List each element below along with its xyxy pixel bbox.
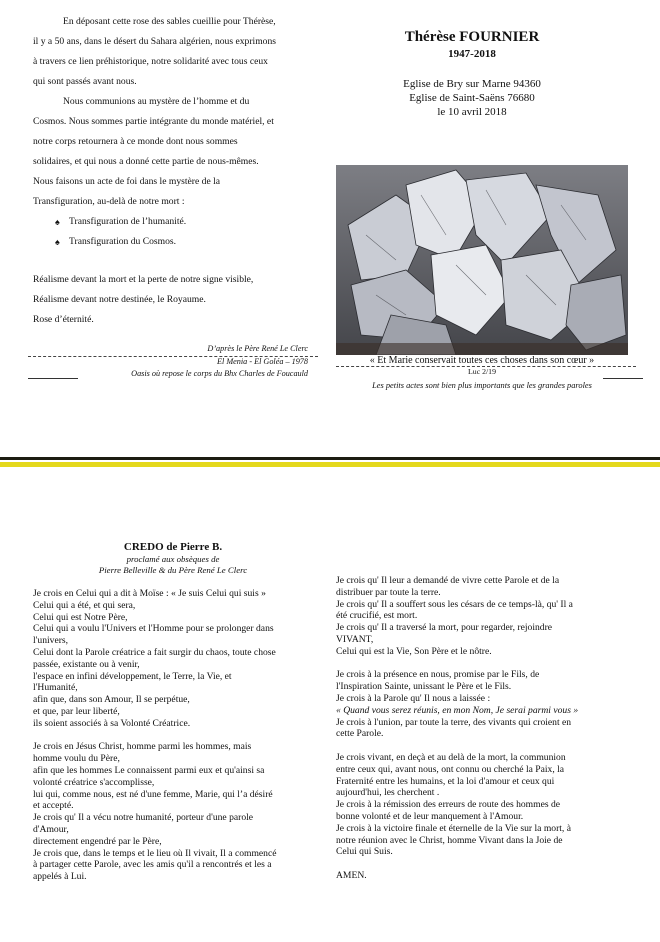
credo-line: Je crois qu' Il a vécu notre humanité, porteur d'une parole <box>33 812 254 824</box>
credo-subtitle: proclamé aux obsèques de <box>126 554 220 564</box>
credo-line: été crucifié, est mort. <box>336 610 418 622</box>
tribute-line: qui sont passés avant nous. <box>33 76 137 87</box>
credo-line: Celui qui a été, et qui sera, <box>33 599 136 611</box>
credo-line: appelés à Lui. <box>33 871 87 883</box>
tribute-line: notre corps retournera à ce monde dont nous sommes <box>33 136 238 147</box>
deceased-name: Thérèse FOURNIER <box>404 29 540 45</box>
credo-line: Je crois qu' Il leur a demandé de vivre cette Parole et de la <box>336 575 560 586</box>
tribute-line: Nous communions au mystère de l’homme et du <box>63 96 250 107</box>
credo-line: volonté créatrice s'accomplisse, <box>33 776 155 788</box>
credo-line: Je crois à l'union, par toute la terre, des vivants qui croient en <box>336 716 572 728</box>
transfiguration-list <box>33 212 315 252</box>
credo-line: entre ceux qui, avant nous, ont connu ou cherché la Paix, la <box>336 763 565 775</box>
fold-band-dark <box>0 457 660 460</box>
credo-line: Je crois vivant, en deçà et au delà de la mort, la communion <box>336 751 566 763</box>
tribute-line: à travers ce lien préhistorique, notre solidarité avec tous ceux <box>33 56 268 67</box>
scripture-reference: Luc 2/19 <box>468 367 496 376</box>
ceremony-date: le 10 avril 2018 <box>437 106 507 118</box>
credo-line: Je crois en Jésus Christ, homme parmi les hommes, mais <box>33 741 252 753</box>
credo-column-right <box>336 575 620 882</box>
saying-line: Les petits actes sont bien plus importants que les grandes paroles <box>372 381 592 390</box>
spade-bullet-item: ♠ Transfiguration du Cosmos. <box>55 232 315 252</box>
credo-line: Je crois à la Parole qu' Il nous a laissée : <box>336 692 491 704</box>
memorial-header <box>372 28 572 119</box>
credo-line: distribuer par toute la terre. <box>336 586 441 598</box>
credo-amen: AMEN. <box>336 869 367 881</box>
credo-line: Celui qui est Notre Père, <box>33 611 128 623</box>
credo-line: Celui qui Suis. <box>336 846 393 858</box>
credo-line: Je crois à la présence en nous, promise par le Fils, de <box>336 669 540 681</box>
credo-line: Celui qui est la Vie, Son Père et le nôtre. <box>336 645 492 657</box>
spade-bullet-item: ♠ Transfiguration de l’humanité. <box>55 212 315 232</box>
dotted-rule <box>28 356 318 357</box>
church-1: Eglise de Bry sur Marne 94360 <box>403 78 541 90</box>
credo-subtitle: Pierre Belleville & du Père René Le Clerc <box>98 564 248 575</box>
credo-line: Celui dont la Parole créatrice a fait surgir du chaos, toute chose <box>33 646 276 658</box>
tribute-line: Réalisme devant la mort et la perte de notre signe visible, <box>33 274 254 285</box>
tribute-text <box>33 12 315 330</box>
credo-line: homme voulu du Père, <box>33 753 120 765</box>
credo-line: l'Inspiration Sainte, unissant le Père et le Fils. <box>336 681 512 693</box>
credo-line: notre réunion avec le Christ, homme Vivant dans la Joie de <box>336 834 563 846</box>
tribute-line: Réalisme devant notre destinée, le Royaume. <box>33 294 206 305</box>
tribute-credit <box>100 343 308 381</box>
credo-line: afin que les hommes Le connaissent parmi eux et qu'ainsi sa <box>33 764 265 776</box>
credit-note: Oasis où repose le corps du Bhx Charles de Foucauld <box>131 369 308 378</box>
credo-line: afin que, dans son Amour, Il se perpétue, <box>33 694 190 706</box>
credo-line: Je crois qu' Il a souffert sous les césars de ce temps-là, qu' Il a <box>336 598 573 610</box>
credo-line: aujourd'hui, les cherchent . <box>336 787 440 799</box>
credo-line: bonne volonté et de leur manquement à l'Amour. <box>336 810 524 822</box>
tribute-line: il y a 50 ans, dans le désert du Sahara algérien, nous exprimons <box>33 36 276 47</box>
tribute-line: En déposant cette rose des sables cueillie pour Thérèse, <box>63 16 276 27</box>
credo-line: l'Humanité, <box>33 682 78 694</box>
credo-line: Je crois qu' Il a traversé la mort, pour regarder, rejoindre <box>336 622 553 634</box>
tribute-line: Cosmos. Nous sommes partie intégrante du monde matériel, et <box>33 116 274 127</box>
credo-line: lui qui, comme nous, est né d'une femme, Marie, qui l’a désiré <box>33 788 273 800</box>
scripture-quote: « Et Marie conservait toutes ces choses dans son cœur » <box>369 355 595 366</box>
credit-author: D’après le Père René Le Clerc <box>207 344 308 353</box>
credo-line: Je crois en Celui qui a dit à Moïse : « Je suis Celui qui suis » <box>33 588 266 599</box>
short-rule <box>28 378 78 379</box>
credo-line: à partager cette Parole, avec les amis qu'il a rencontrés et les a <box>33 859 272 871</box>
tribute-line: Transfiguration, au-delà de notre mort : <box>33 196 185 207</box>
credo-line: VIVANT, <box>336 633 374 645</box>
tribute-line: solidaires, et qui nous a donné cette partie de nous-mêmes. <box>33 156 259 167</box>
credo-line: l'univers, <box>33 635 69 647</box>
short-rule-right <box>603 378 643 379</box>
credo-column-left <box>33 588 315 883</box>
tribute-line: Nous faisons un acte de foi dans le mystère de la <box>33 176 221 187</box>
credo-line: passée, existante ou à venir, <box>33 658 140 670</box>
life-years: 1947-2018 <box>448 48 496 60</box>
credo-line: Je crois que, dans le temps et le lieu où Il vivait, Il a commencé <box>33 847 277 859</box>
credo-line: Je crois à la victoire finale et éternelle de la Vie sur la mort, à <box>336 822 571 834</box>
credo-quote: « Quand vous serez réunis, en mon Nom, Je serai parmi vous » <box>336 704 579 716</box>
credo-line: Je crois à la rémission des erreurs de route des hommes de <box>336 799 561 811</box>
credo-line: et que, par leur liberté, <box>33 705 120 717</box>
credo-line: cette Parole. <box>336 728 384 740</box>
credo-line: directement engendré par le Père, <box>33 835 162 847</box>
credo-line: d'Amour, <box>33 823 69 835</box>
fold-band-yellow <box>0 462 660 467</box>
credo-title: CREDO de Pierre B. <box>123 541 223 553</box>
credo-line: ils soient associés à sa Volonté Créatrice. <box>33 717 191 729</box>
dotted-rule-right <box>336 366 636 367</box>
desert-rose-photo <box>336 165 628 355</box>
credit-place: El Menia - El Goléa – 1978 <box>217 356 308 366</box>
church-2: Eglise de Saint-Saëns 76680 <box>409 92 535 104</box>
credo-line: Celui qui a voulu l'Univers et l'Homme pour se prolonger dans <box>33 623 274 635</box>
credo-line: l'espace en infini développement, le Terre, la Vie, et <box>33 670 232 682</box>
credo-line: Fraternité entre les humains, et la loi d'amour et ceux qui <box>336 775 555 787</box>
tribute-line: Rose d’éternité. <box>33 314 94 325</box>
credo-line: et accepté. <box>33 800 74 812</box>
credo-header <box>33 540 313 575</box>
